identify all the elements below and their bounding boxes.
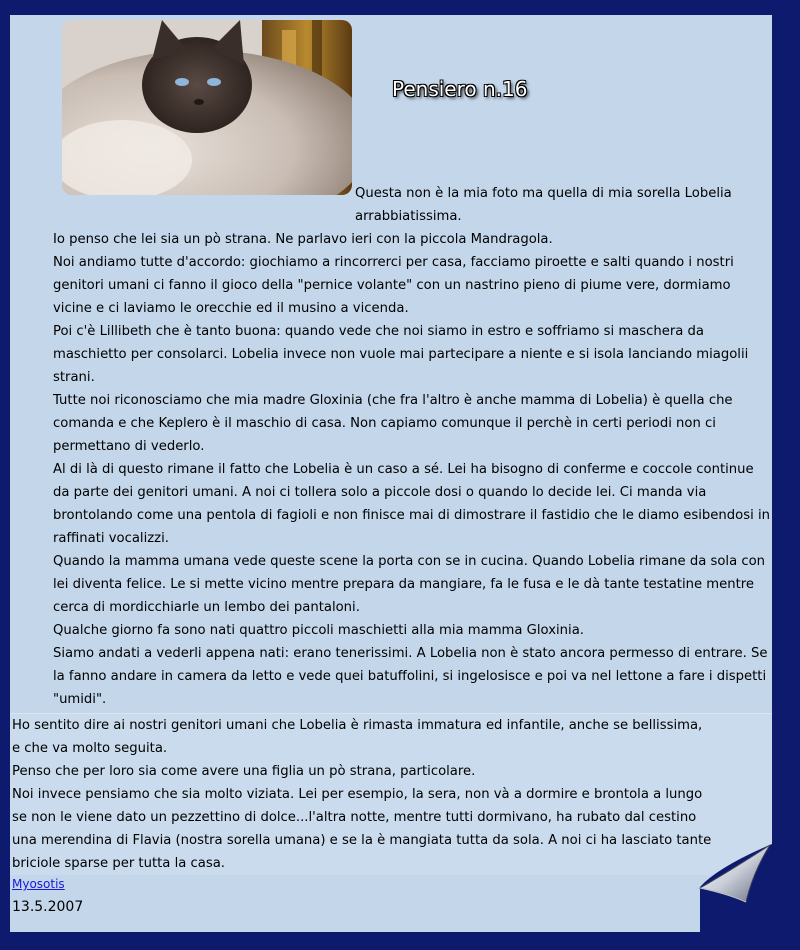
page-title: Pensiero n.16: [392, 77, 528, 101]
paragraph: Noi invece pensiamo che sia molto viziata. Lei per esempio, la sera, non và a dormire e brontola a lungo se non le viene dato un pezzettino di dolce...l'altra notte, mentre tutti dormivano, ha rubato dal cestino una merendina di Flavia (nostra sorella umana) e se la è mangiata tutta da sola. A noi ci ha lasciato tante briciole sparse per tutta la casa.: [12, 787, 712, 871]
paragraph: Ho sentito dire ai nostri genitori umani che Lobelia è rimasta immatura ed infantile, anche se bellissima, e che va molto seguita.: [12, 718, 703, 756]
paragraph: Poi c'è Lillibeth che è tanto buona: quando vede che noi siamo in estro e soffriamo si maschera da maschietto per consolarci. Lobelia invece non vuole mai partecipare a niente e si isola lanciando miagolii strani.: [53, 324, 749, 385]
paragraph: Questa non è la mia foto ma quella di mia sorella Lobelia arrabbiatissima.: [355, 186, 732, 224]
page-curl-icon: [698, 842, 772, 932]
cat-photo-icon: [62, 20, 352, 195]
paragraph: Al di là di questo rimane il fatto che Lobelia è un caso a sé. Lei ha bisogno di conferme e coccole continue da parte dei genitori umani. A noi ci tollera solo a piccole dosi o quando lo decide lei. Ci manda via brontolando come una pentola di fagioli e non finisce mai di dimostrare il fastidio che le diamo esibendosi in raffinati vocalizzi.: [53, 462, 770, 546]
paragraph: Siamo andati a vederli appena nati: erano tenerissimi. A Lobelia non è stato ancora permesso di entrare. Se la fanno andare in camera da letto e vede quei batuffolini, si ingelosisce e poi va nel lettone a fare i dispetti "umidi".: [53, 646, 768, 707]
paragraph: Io penso che lei sia un pò strana. Ne parlavo ieri con la piccola Mandragola.: [53, 232, 553, 247]
post-date: 13.5.2007: [12, 899, 84, 915]
page-sheet: [10, 15, 772, 932]
lower-section: [10, 713, 772, 875]
article-body: [53, 182, 772, 711]
cat-photo: [62, 20, 352, 195]
paragraph: Qualche giorno fa sono nati quattro piccoli maschietti alla mia mamma Gloxinia.: [53, 623, 584, 638]
paragraph: Quando la mamma umana vede queste scene la porta con se in cucina. Quando Lobelia rimane da sola con lei diventa felice. Le si mette vicino mentre prepara da mangiare, fa le fusa e le dà tante testatine mentre cerca di mordicchiarle un lembo dei pantaloni.: [53, 554, 766, 615]
paragraph: Penso che per loro sia come avere una figlia un pò strana, particolare.: [12, 764, 476, 779]
paragraph: Tutte noi riconosciamo che mia madre Gloxinia (che fra l'altro è anche mamma di Lobelia) è quella che comanda e che Keplero è il maschio di casa. Non capiamo comunque il perchè in certi periodi non ci permettano di vederlo.: [53, 393, 733, 454]
paragraph: Noi andiamo tutte d'accordo: giochiamo a rincorrerci per casa, facciamo piroette e salti quando i nostri genitori umani ci fanno il gioco della "pernice volante" con un nastrino pieno di piume vere, dormiamo vicine e ci laviamo le orecchie ed il musino a vicenda.: [53, 255, 734, 316]
signature-link[interactable]: Myosotis: [12, 877, 65, 891]
